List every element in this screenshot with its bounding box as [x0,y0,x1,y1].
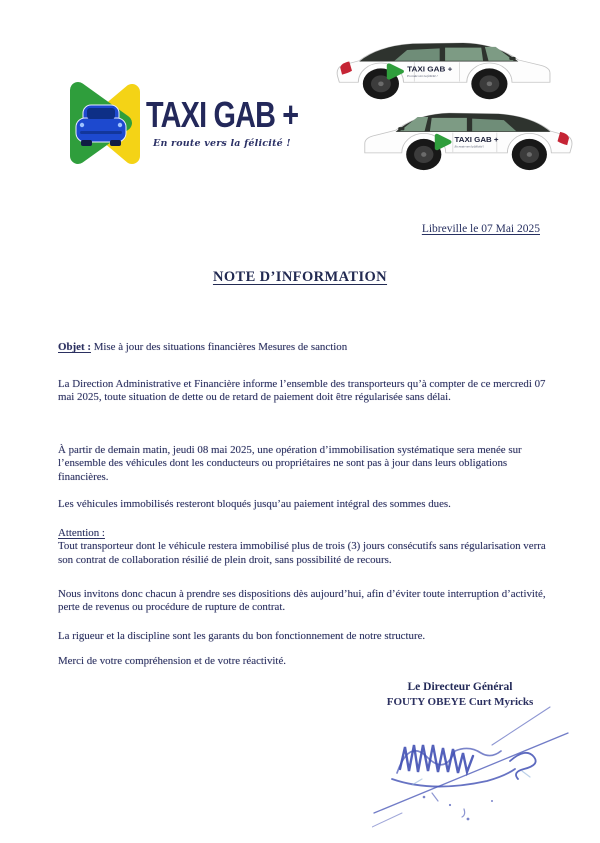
svg-text:TAXI GAB +: TAXI GAB + [407,65,453,74]
attention-text: Tout transporteur dont le véhicule restera immobilisé plus de trois (3) jours consécutifs sans régularisation verra son contrat de collaboration résilié de plein droit, sans possibilité de recours. [58,540,546,567]
svg-text:En route vers la félicité !: En route vers la félicité ! [454,144,485,149]
page-title: NOTE D’INFORMATION [212,269,388,285]
attention-label: Attention : [58,526,105,539]
taxi-gab-logo-icon [62,78,152,174]
subject-text: Mise à jour des situations financières Mesures de sanction [93,340,348,353]
branded-car-photo-bottom [356,103,576,181]
subject-label: Objet : [58,340,91,353]
signature-role: Le Directeur Général [407,681,513,693]
paragraph-regularisation: La Direction Administrative et Financière informe l’ensemble des transporteurs qu’à compter de ce mercredi 07 mai 2025, toute situation de dette ou de retard de paiement doit être régularisée sans délai. [58,377,546,404]
svg-text:En route vers la félicité !: En route vers la félicité ! [407,74,438,78]
signature-name: FOUTY OBEYE Curt Myricks [386,696,534,708]
brand-name: TAXI GAB + [146,94,299,135]
handwritten-signature-icon [372,701,572,836]
paragraph-merci: Merci de votre compréhension et de votre réactivité. [58,654,287,667]
branded-car-photo-top [333,33,559,110]
svg-text:TAXI GAB +: TAXI GAB + [454,135,499,144]
paragraph-dispositions: Nous invitons donc chacun à prendre ses dispositions dès aujourd’hui, afin d’éviter toute interruption d’activité, perte de revenus ou procédure de rupture de contrat. [58,587,546,614]
car-front-icon [76,105,126,146]
attention-section [58,527,548,568]
paragraph-immobilisation: À partir de demain matin, jeudi 08 mai 2025, une opération d’immobilisation systématique sera menée sur l’ensemble des véhicules dont les conducteurs ou propriétaires ne sont pas à jour dans leurs obligations financières. [58,443,522,484]
brand-tagline: En route vers la félicité ! [153,138,291,149]
dateline: Libreville le 07 Mai 2025 [421,223,540,235]
paragraph-blocage: Les véhicules immobilisés resteront bloqués jusqu’au paiement intégral des sommes dues. [58,497,451,510]
subject-line [58,341,548,355]
paragraph-rigueur: La rigueur et la discipline sont les garants du bon fonctionnement de notre structure. [58,629,426,642]
